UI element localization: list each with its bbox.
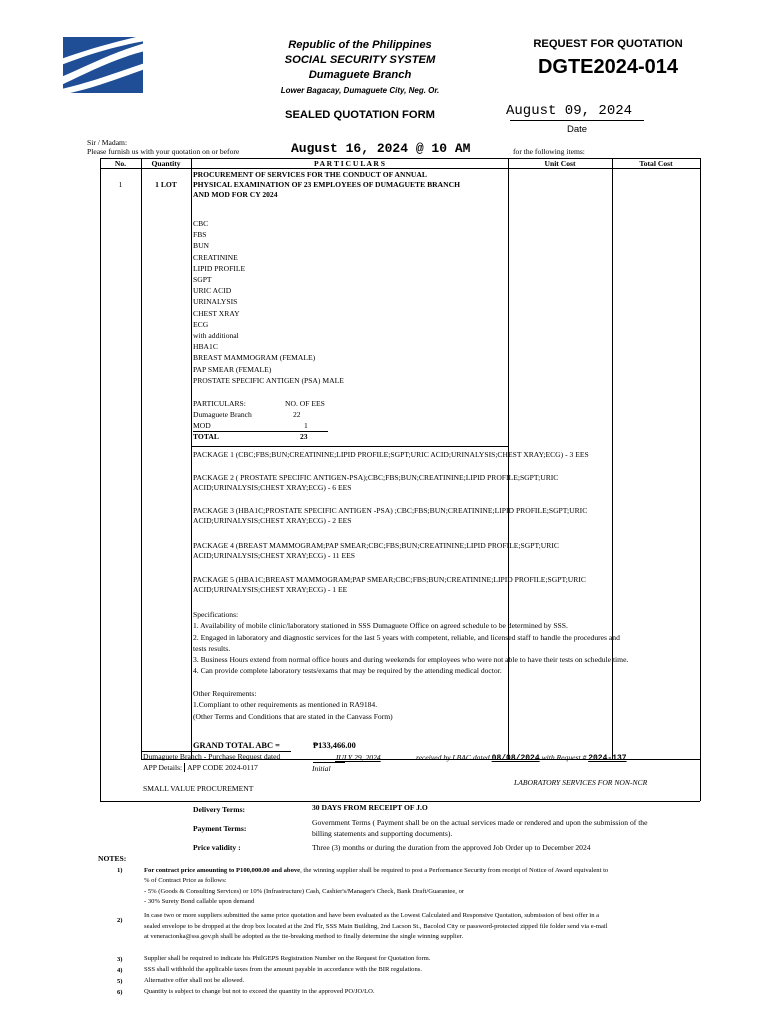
spec-line: 1. Availability of mobile clinic/laboratory stationed in SSS Dumaguete Office on agreed schedule to be determined by SSS. <box>193 621 568 631</box>
item-title-line: AND MOD FOR CY 2024 <box>193 190 278 200</box>
package-1 <box>193 450 589 460</box>
package-line: PACKAGE 4 (BREAST MAMMOGRAM;PAP SMEAR;CBC;FBS;BUN;CREATININE;LIPID PROFILE;SGPT;URIC <box>193 541 559 550</box>
procurement-mode: SMALL VALUE PROCUREMENT <box>143 784 254 793</box>
breakdown-col2-header: NO. OF EES <box>285 399 325 408</box>
republic-label: Republic of the Philippines <box>288 39 432 51</box>
test-list <box>193 218 344 386</box>
app-label: APP Details: <box>143 763 183 772</box>
package-2 <box>193 473 558 493</box>
item-number: 1 <box>118 180 123 189</box>
requirement-line: (Other Terms and Conditions that are stated in the Canvass Form) <box>193 711 393 721</box>
package-line: ACID;URINALYSIS;CHEST XRAY;ECG) - 6 EES <box>193 483 352 493</box>
request-label: REQUEST FOR QUOTATION <box>533 38 683 50</box>
test-item: with additional <box>193 331 239 341</box>
note-number: 1) <box>117 867 123 874</box>
test-item: LIPID PROFILE <box>193 263 246 273</box>
breakdown-label: Dumaguete Branch <box>193 410 252 419</box>
test-item: BUN <box>193 241 210 251</box>
note-line: at veneracionka@sss.gov.ph shall be adopted as the tie-breaking method to finally determine the single winning supplier. <box>144 933 464 941</box>
payment-terms-value <box>312 817 647 839</box>
request-number: 2024-137 <box>588 754 627 763</box>
agency-name: SOCIAL SECURITY SYSTEM <box>284 54 436 66</box>
spec-line: 2. Engaged in laboratory and diagnostic services for the last 5 years with competent, reliable, and licensed staff to handle the procedures and <box>193 632 620 642</box>
received-date: 08/08/2024 <box>491 754 540 763</box>
note-6: Quantity is subject to change but not to exceed the quantity in the approved PO/JO/LO. <box>144 988 375 995</box>
note-4: SSS shall withhold the applicable taxes from the amount payable in accordance with the BIR regulations. <box>144 966 422 973</box>
sss-logo <box>63 37 143 93</box>
initial-label: Initial <box>312 764 331 773</box>
note-number: 5) <box>117 978 123 985</box>
note-line: For contract price amounting to P100,000.00 and above, the winning supplier shall be required to post a Performance Security from receipt of Notice of Award equivalent to <box>144 867 609 874</box>
breakdown-total-value: 23 <box>300 432 308 441</box>
payment-terms-label: Payment Terms: <box>193 824 247 833</box>
package-line: PACKAGE 3 (HBA1C;PROSTATE SPECIFIC ANTIGEN -PSA) ;CBC;FBS;BUN;CREATININE;LIPID PROFILE;SGPT;URIC <box>193 506 588 515</box>
price-validity-label: Price validity : <box>193 843 241 852</box>
requirement-line: Other Requirements: <box>193 689 257 698</box>
breakdown-value: 1 <box>304 421 308 430</box>
pr-date: JULY 29, 2024 <box>335 753 381 762</box>
test-item: CREATININE <box>193 252 238 262</box>
item-title-line: PROCUREMENT OF SERVICES FOR THE CONDUCT OF ANNUAL <box>193 170 427 179</box>
note-number: 4) <box>117 967 123 974</box>
note-line: - 5% (Goods & Consulting Services) or 10% (Infrastructure) Cash, Cashier's/Manager's Check, Bank Draft/Guarantee, or <box>144 887 465 895</box>
package-5 <box>193 575 586 595</box>
grand-total-label: GRAND TOTAL ABC = <box>193 741 280 750</box>
package-line: PACKAGE 2 ( PROSTATE SPECIFIC ANTIGEN-PSA);CBC;FBS;BUN;CREATININE;LIPID PROFILE;SGPT;URIC <box>193 473 559 482</box>
breakdown-value: 22 <box>293 410 301 419</box>
pr-label: Dumaguete Branch - Purchase Request dated <box>143 752 281 761</box>
package-3 <box>193 506 587 526</box>
test-item: HBA1C <box>193 342 218 352</box>
note-number: 6) <box>117 989 123 996</box>
app-code: APP CODE 2024-0117 <box>184 763 258 772</box>
note-number: 3) <box>117 956 123 963</box>
other-requirements <box>193 688 393 722</box>
deadline: August 16, 2024 @ 10 AM <box>291 141 471 156</box>
package-4 <box>193 541 559 561</box>
instruction-text: Please furnish us with your quotation on or before <box>87 147 240 156</box>
specifications <box>193 609 628 677</box>
test-item: FBS <box>193 230 207 240</box>
note-5: Alternative offer shall not be allowed. <box>144 977 245 984</box>
breakdown-total-label: TOTAL <box>193 432 219 441</box>
test-item: CHEST XRAY <box>193 308 240 318</box>
rfq-number: DGTE2024-014 <box>537 56 679 78</box>
note-line: % of Contract Price as follows: <box>144 877 227 885</box>
header-no: No. <box>114 159 127 168</box>
header-particulars: P A R T I C U L A R S <box>313 159 386 168</box>
note-line: sealed envelope to be dropped at the drop box located at the 2nd Flr, SSS Main Building, 2nd Lacson St., Bacolod City or password-protected zipped file folder send via e-mail <box>144 922 608 930</box>
note-1 <box>144 866 608 908</box>
package-line: ACID;URINALYSIS;CHEST XRAY;ECG) - 1 EE <box>193 585 348 595</box>
header-quantity: Quantity <box>151 159 181 168</box>
payment-line: Government Terms ( Payment shall be on the actual services made or rendered and upon the submission of the <box>312 818 648 827</box>
test-item: BREAST MAMMOGRAM (FEMALE) <box>193 353 316 363</box>
package-line: ACID;URINALYSIS;CHEST XRAY;ECG) - 11 EES <box>193 551 355 561</box>
test-item: CBC <box>193 219 209 228</box>
received-line <box>416 753 627 764</box>
price-validity-value: Three (3) months or during the duration from the approved Job Order up to December 2024 <box>312 843 591 852</box>
delivery-terms-value: 30 DAYS FROM RECEIPT OF J.O <box>312 803 428 812</box>
grand-total-value: ₱133,466.00 <box>313 741 356 750</box>
package-line: PACKAGE 5 (HBA1C;BREAST MAMMOGRAM;PAP SMEAR;CBC;FBS;BUN;CREATININE;LIPID PROFILE;SGPT;URIC <box>193 575 586 584</box>
date-label: Date <box>566 124 588 135</box>
spec-line: tests results. <box>193 643 231 653</box>
app-details <box>143 763 258 773</box>
package-line: ACID;URINALYSIS;CHEST XRAY;ECG) - 2 EES <box>193 516 352 526</box>
note-3: Supplier shall be required to indicate his PhilGEPS Registration Number on the Request for Quotation form. <box>144 955 431 962</box>
note-2 <box>144 911 608 943</box>
test-item: PROSTATE SPECIFIC ANTIGEN (PSA) MALE <box>193 375 344 385</box>
test-item: URINALYSIS <box>193 297 238 307</box>
test-item: URIC ACID <box>193 286 232 296</box>
breakdown-col1-header: PARTICULARS: <box>193 399 246 408</box>
notes-label: NOTES: <box>98 854 127 863</box>
delivery-terms-label: Delivery Terms: <box>193 805 246 814</box>
note-line: In case two or more suppliers submitted the same price quotation and have been evaluated as the Lowest Calculated and Responsive Quotation, submission of best offer in a <box>144 912 600 919</box>
request-text: with Request # <box>541 753 587 762</box>
date-value: August 09, 2024 <box>506 103 633 119</box>
breakdown-label: MOD <box>193 421 211 430</box>
spec-line: 3. Business Hours extend from normal office hours and during weekends for employees who were not able to have their tests on schedule time. <box>193 655 629 665</box>
item-title-line: PHYSICAL EXAMINATION OF 23 EMPLOYEES OF DUMAGUETE BRANCH <box>193 180 460 190</box>
branch-address: Lower Bagacay, Dumaguete City, Neg. Or. <box>280 86 440 95</box>
test-item: SGPT <box>193 275 212 285</box>
note-line: - 30% Surety Bond callable upon demand <box>144 898 255 906</box>
item-quantity: 1 LOT <box>155 180 177 189</box>
header-total-cost: Total Cost <box>639 159 673 168</box>
item-title <box>193 170 460 201</box>
branch-name: Dumaguete Branch <box>308 69 412 81</box>
received-text: received by LBAC dated <box>416 753 490 762</box>
salutation: Sir / Madam: <box>87 138 128 147</box>
test-item: ECG <box>193 319 209 329</box>
instruction-end: for the following items: <box>513 147 585 156</box>
lab-note: LABORATORY SERVICES FOR NON-NCR <box>514 778 648 787</box>
test-item: PAP SMEAR (FEMALE) <box>193 364 272 374</box>
form-title: SEALED QUOTATION FORM <box>285 109 435 121</box>
note-number: 2) <box>117 917 123 924</box>
requirement-line: 1.Compliant to other requirements as mentioned in RA9184. <box>193 700 378 710</box>
breakdown-table <box>193 399 333 445</box>
spec-line: 4. Can provide complete laboratory tests/exams that may be required by the attending medical doctor. <box>193 666 502 676</box>
payment-line: billing statements and supporting documents). <box>312 829 453 839</box>
spec-line: Specifications: <box>193 610 239 619</box>
header-unit-cost: Unit Cost <box>544 159 576 168</box>
package-line: PACKAGE 1 (CBC;FBS;BUN;CREATININE;LIPID PROFILE;SGPT;URIC ACID;URINALYSIS;CHEST XRAY;ECG) - 3 EES <box>193 450 589 459</box>
